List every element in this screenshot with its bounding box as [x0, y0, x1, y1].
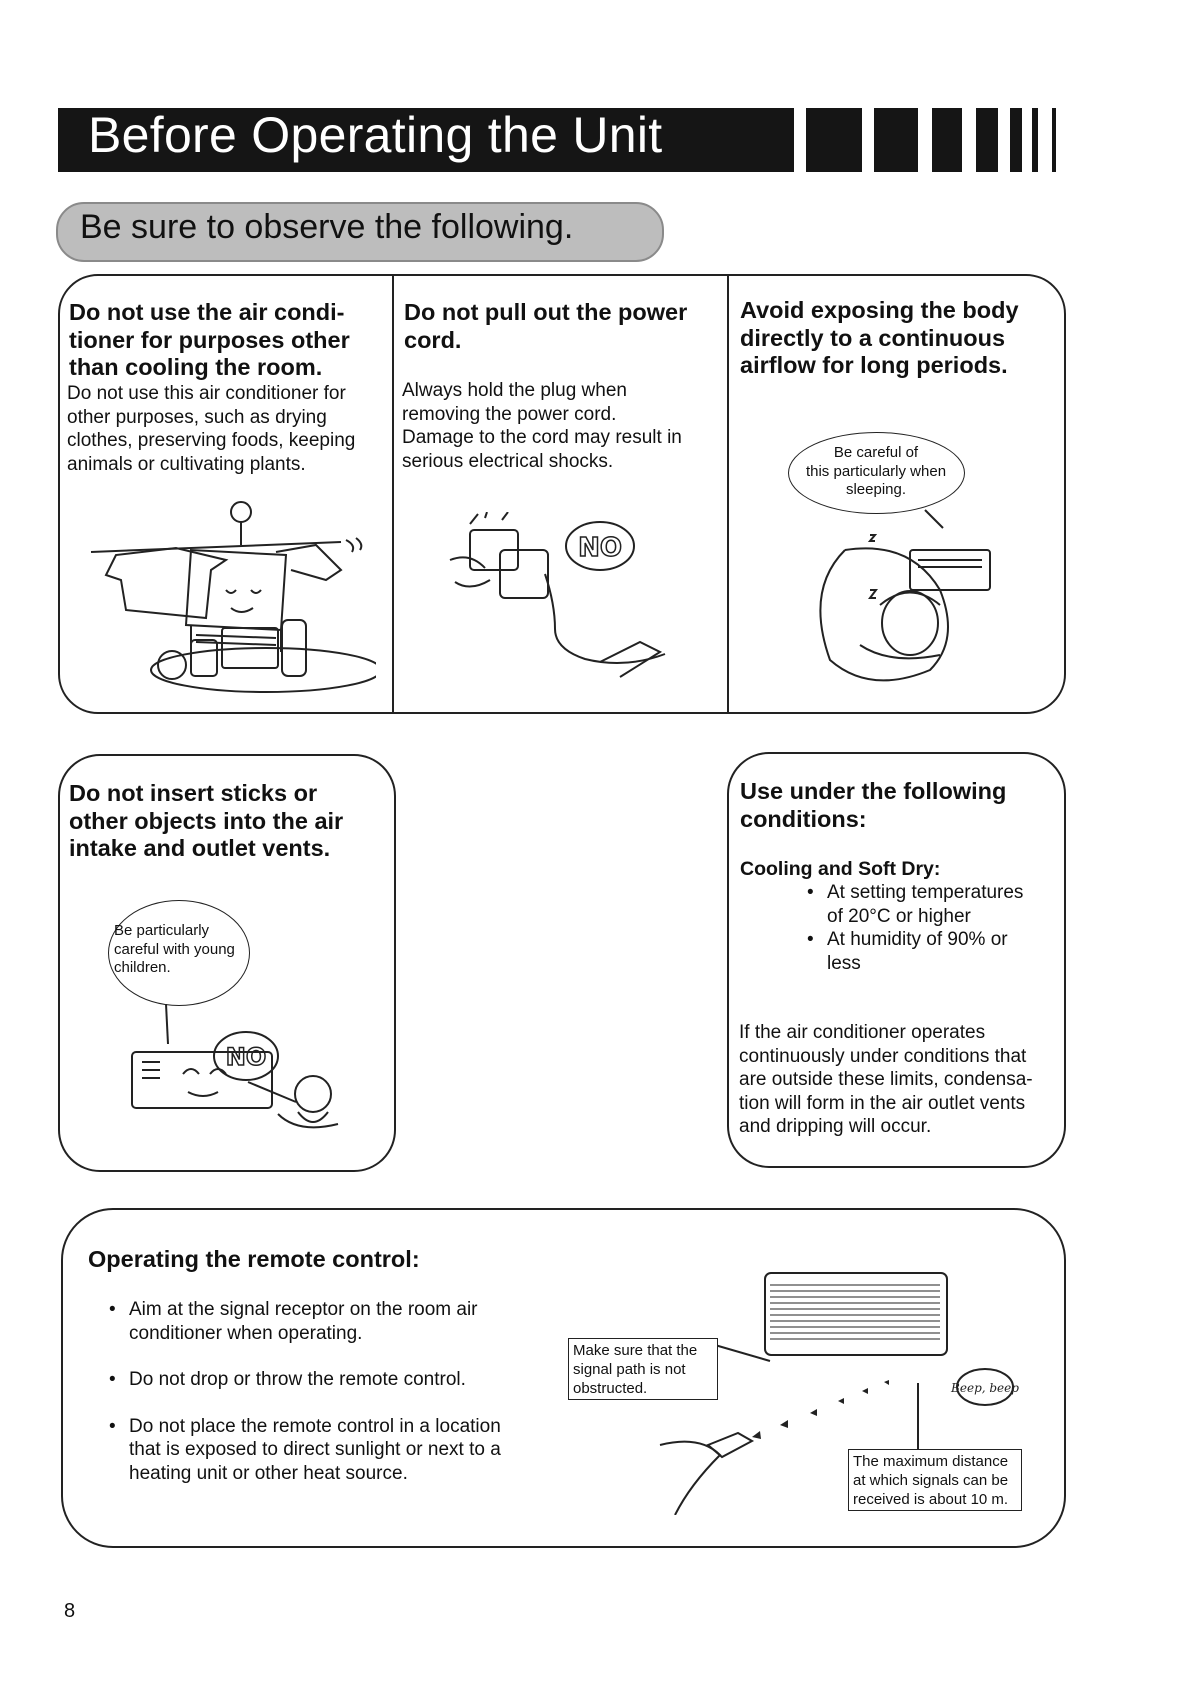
title-bar-block [976, 108, 998, 172]
panel-body-purposes: Do not use this air conditioner for other purposes, such as drying clothes, preserving foods, keeping animals or cultivating plants. [67, 383, 356, 475]
no-exclamation: NO [578, 533, 622, 563]
title-bar-block [874, 108, 918, 172]
remote-heading: Operating the remote control: [88, 1246, 420, 1272]
page-number: 8 [64, 1600, 76, 1622]
bubble-text-sleeping: Be careful of this particularly when sleeping. [805, 444, 947, 498]
list-item: • Do not drop or throw the remote control. [107, 1368, 527, 1392]
page-title: Before Operating the Unit [88, 107, 663, 163]
panel-heading-airflow: Avoid exposing the body directly to a continuous airflow for long periods. [740, 297, 1019, 378]
title-bar-block [932, 108, 962, 172]
panel-body-power-cord: Always hold the plug when removing the power cord. Damage to the cord may result in serious electrical shocks. [402, 380, 682, 472]
list-item: • At humidity of 90% or less [805, 928, 1023, 975]
beep-text: Beep, beep [951, 1381, 1019, 1395]
panel-divider [392, 274, 394, 712]
child-poking-unit-illustration [128, 1004, 348, 1144]
panel-heading-conditions: Use under the following conditions: [740, 778, 1007, 832]
list-item: • At setting temperatures of 20°C or higher [805, 881, 1023, 928]
list-item: • Do not place the remote control in a location that is exposed to direct sunlight or next to a heating unit or other heat source. [107, 1415, 527, 1486]
title-bar-block [1052, 108, 1056, 172]
title-bar-block [1032, 108, 1038, 172]
no-exclamation: NO [225, 1043, 267, 1071]
panel-heading-power-cord: Do not pull out the power cord. [404, 299, 688, 353]
panel-heading-sticks: Do not insert sticks or other objects into the air intake and outlet vents. [69, 780, 344, 861]
pulling-cord-illustration [440, 512, 680, 690]
note-max-distance: The maximum distance at which signals can be received is about 10 m. [848, 1449, 1022, 1511]
title-bar-block [806, 108, 862, 172]
panel-divider [727, 274, 729, 712]
title-bar-block [1010, 108, 1022, 172]
conditions-list [805, 881, 1023, 975]
list-item: • Aim at the signal receptor on the room air conditioner when operating. [107, 1298, 527, 1345]
panel-heading-purposes: Do not use the air condi- tioner for purposes other than cooling the room. [69, 299, 350, 380]
drying-clothes-illustration [86, 500, 376, 695]
sleeping-person-illustration [800, 505, 1010, 695]
subtitle: Be sure to observe the following. [80, 208, 574, 246]
conditions-subheading: Cooling and Soft Dry: [740, 858, 941, 880]
remote-list [107, 1298, 527, 1485]
bubble-text-children: Be particularly careful with young children. [114, 922, 235, 976]
conditions-body: If the air conditioner operates continuously under conditions that are outside these limits, condensa- tion will form in the air outlet vents and dripping will occur. [739, 1022, 1033, 1137]
note-signal-path: Make sure that the signal path is not obstructed. [568, 1338, 718, 1400]
